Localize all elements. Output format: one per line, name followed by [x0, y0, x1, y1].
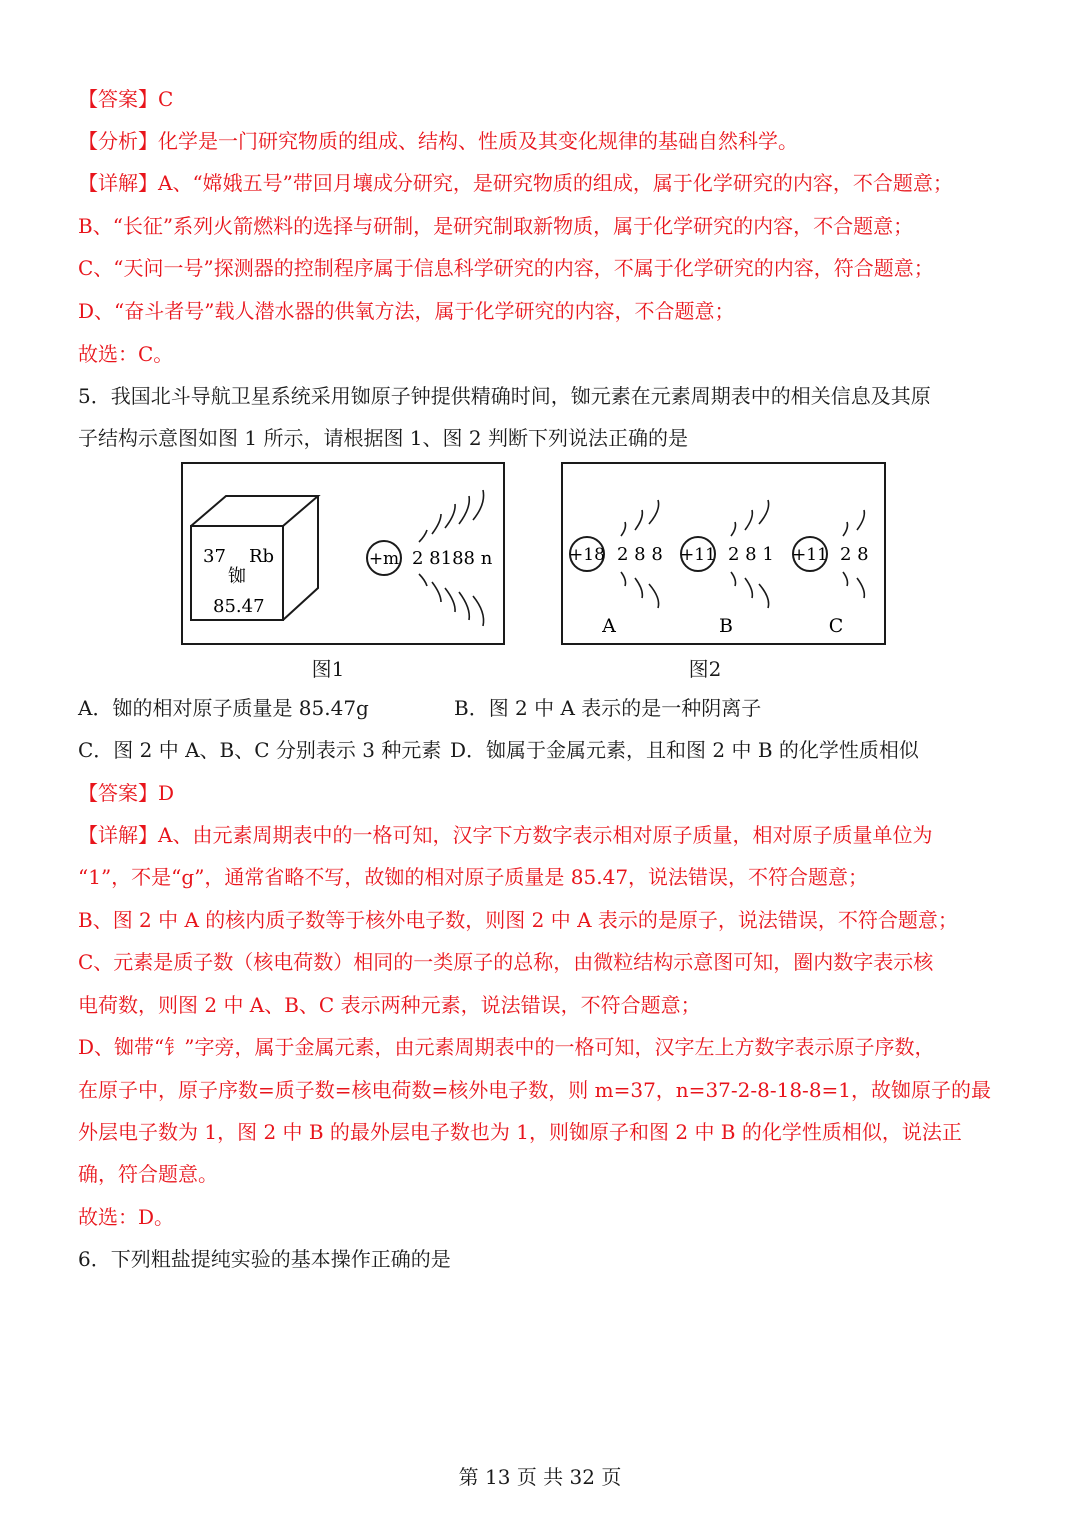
option-a: A．铷的相对原子质量是 85.47g	[78, 696, 369, 720]
q5-detail-line: 外层电子数为 1，图 2 中 B 的最外层电子数也为 1，则铷原子和图 2 中 B 的化学性质相似，说法正	[78, 1120, 962, 1144]
q4-analysis: 【分析】化学是一门研究物质的组成、结构、性质及其变化规律的基础自然科学。	[78, 129, 798, 153]
figure-1	[181, 462, 505, 645]
label-a: A	[602, 615, 616, 637]
nucleus-b-charge: +11	[680, 545, 716, 565]
q4-detail-line: B、“长征”系列火箭燃料的选择与研制，是研究制取新物质，属于化学研究的内容，不合题意；	[78, 214, 914, 238]
q5-detail-line: 【详解】A、由元素周期表中的一格可知，汉字下方数字表示相对原子质量，相对原子质量单位为	[78, 823, 933, 847]
q4-answer: 【答案】C	[78, 87, 174, 111]
q5-detail-line: “1”，不是“g”，通常省略不写，故铷的相对原子质量是 85.47，说法错误，不符合题意；	[78, 865, 869, 889]
q5-choice: 故选：D。	[78, 1205, 175, 1229]
figure-2	[561, 462, 886, 645]
figure-1-drawing	[183, 464, 503, 643]
shells-c: 2 8	[840, 544, 869, 565]
q5-answer: 【答案】D	[78, 781, 175, 805]
nucleus-a-charge: +18	[569, 545, 605, 565]
shells-a: 2 8 8	[617, 544, 663, 565]
option-b: B．图 2 中 A 表示的是一种阴离子	[454, 696, 762, 720]
q4-detail-line: 【详解】A、“嫦娥五号”带回月壤成分研究，是研究物质的组成，属于化学研究的内容，不合题意；	[78, 171, 953, 195]
element-symbol: Rb	[249, 546, 275, 567]
label-c: C	[828, 615, 844, 637]
q5-detail-line: 在原子中，原子序数=质子数=核电荷数=核外电子数，则 m=37，n=37-2-8-18-8=1，故铷原子的最	[78, 1078, 992, 1102]
nucleus-charge: +m	[368, 549, 400, 569]
q5-stem-line: 5．我国北斗导航卫星系统采用铷原子钟提供精确时间，铷元素在元素周期表中的相关信息及其原	[78, 384, 931, 408]
q5-detail-line: 电荷数，则图 2 中 A、B、C 表示两种元素，说法错误，不符合题意；	[78, 993, 701, 1017]
figure-1-caption: 图1	[311, 657, 345, 681]
q5-detail-line: B、图 2 中 A 的核内质子数等于核外电子数，则图 2 中 A 表示的是原子，说法错误，不符合题意；	[78, 908, 958, 932]
atomic-mass: 85.47	[213, 596, 265, 617]
nucleus-c-charge: +11	[792, 545, 828, 565]
q6-stem: 6．下列粗盐提纯实验的基本操作正确的是	[78, 1247, 451, 1271]
option-c: C．图 2 中 A、B、C 分别表示 3 种元素	[78, 738, 442, 762]
electron-shells: 2 8188 n	[412, 548, 493, 569]
q5-detail-line: D、铷带“钅”字旁，属于金属元素，由元素周期表中的一格可知，汉字左上方数字表示原子序数，	[78, 1035, 935, 1059]
q5-detail-line: C、元素是质子数（核电荷数）相同的一类原子的总称，由微粒结构示意图可知，圈内数字表示核	[78, 950, 934, 974]
q4-detail-line: D、“奋斗者号”载人潜水器的供氧方法，属于化学研究的内容，不合题意；	[78, 299, 735, 323]
shells-b: 2 8 1	[728, 544, 774, 565]
atomic-number: 37	[203, 546, 226, 567]
q5-stem-line: 子结构示意图如图 1 所示，请根据图 1、图 2 判断下列说法正确的是	[78, 426, 688, 450]
q4-choice: 故选：C。	[78, 342, 174, 366]
figure-2-drawing	[563, 464, 884, 643]
q4-detail-line: C、“天问一号”探测器的控制程序属于信息科学研究的内容，不属于化学研究的内容，符合题意；	[78, 256, 934, 280]
option-d: D．铷属于金属元素，且和图 2 中 B 的化学性质相似	[450, 738, 919, 762]
element-name: 铷	[228, 566, 246, 587]
q5-detail-line: 确，符合题意。	[78, 1162, 218, 1186]
page-footer: 第 13 页 共 32 页	[458, 1465, 622, 1489]
figure-2-caption: 图2	[688, 657, 722, 681]
label-b: B	[719, 615, 733, 637]
